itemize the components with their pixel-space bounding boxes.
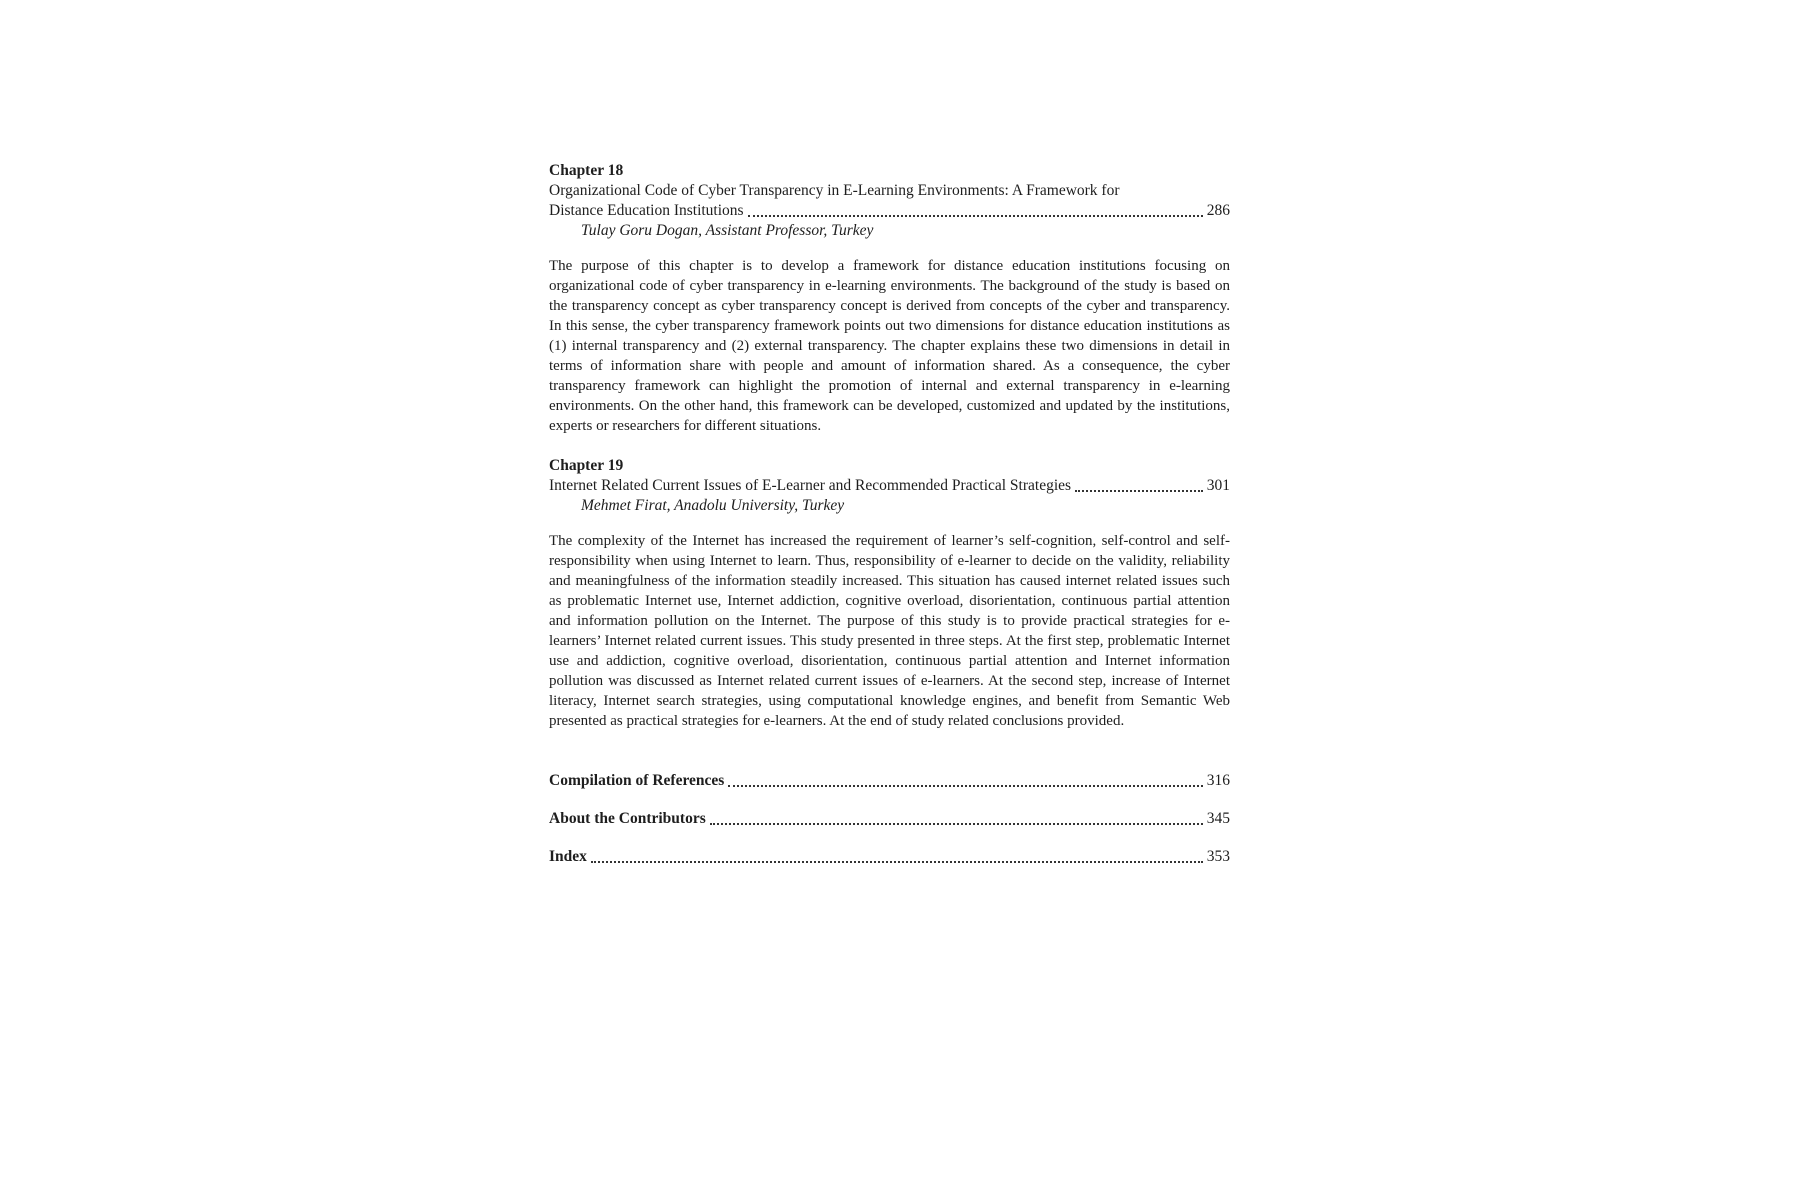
dotted-leader	[1075, 476, 1203, 496]
chapter-18-page-number: 286	[1206, 202, 1230, 219]
chapter-19-abstract: The complexity of the Internet has increased the requirement of learner’s self-cognition, self-control and self-responsibility when using Internet to learn. Thus, responsibility of e-learner to decide on the validity, reliability and meaningfulness of the information steadily increased. This situation has caused internet related issues such as problematic Internet use, Internet addiction, cognitive overload, disorientation, continuous partial attention and information pollution on the Internet. The purpose of this study is to provide practical strategies for e-learners’ Internet related current issues. This study presented in three steps. At the first step, problematic Internet use and addiction, cognitive overload, disorientation, continuous partial attention and Internet information pollution was discussed as Internet related current issues of e-learners. At the second step, increase of Internet literacy, Internet search strategies, using computational knowledge engines, and benefit from Semantic Web presented as practical strategies for e-learners. At the end of study related conclusions provided.	[549, 533, 1230, 729]
dotted-leader	[710, 809, 1203, 829]
index-page-number: 353	[1206, 848, 1230, 865]
back-matter-row-contributors	[549, 809, 1230, 829]
chapter-19-page-number: 301	[1206, 477, 1230, 494]
chapter-18-title-row	[549, 201, 1230, 221]
chapter-19-title-line-1: Internet Related Current Issues of E-Learner and Recommended Practical Strategies	[549, 477, 1072, 494]
chapter-19-title-row	[549, 476, 1230, 496]
chapter-19-author: Mehmet Firat, Anadolu University, Turkey	[581, 497, 845, 514]
chapter-18-abstract: The purpose of this chapter is to develop a framework for distance education institutions focusing on organizational code of cyber transparency in e-learning environments. The background of the study is based on the transparency concept as cyber transparency concept is derived from concepts of the cyber and transparency. In this sense, the cyber transparency framework points out two dimensions for distance education institutions as (1) internal transparency and (2) external transparency. The chapter explains these two dimensions in detail in terms of information share with people and amount of information shared. As a consequence, the cyber transparency framework can highlight the promotion of internal and external transparency in e-learning environments. On the other hand, this framework can be developed, customized and updated by the institutions, experts or researchers for different situations.	[549, 258, 1230, 434]
dotted-leader	[728, 771, 1202, 791]
contributors-page-number: 345	[1206, 810, 1230, 827]
chapter-19-heading: Chapter 19	[549, 457, 624, 474]
chapter-19-entry	[549, 456, 1230, 731]
back-matter-row-references	[549, 771, 1230, 791]
toc-content	[549, 161, 1230, 867]
chapter-18-title-line-1: Organizational Code of Cyber Transparency in E-Learning Environments: A Framework for	[549, 182, 1120, 199]
chapter-18-heading: Chapter 18	[549, 162, 624, 179]
chapter-18-entry	[549, 161, 1230, 436]
back-matter-row-index	[549, 847, 1230, 867]
references-label: Compilation of References	[549, 772, 725, 789]
references-page-number: 316	[1206, 772, 1230, 789]
back-matter-section	[549, 771, 1230, 867]
dotted-leader	[591, 847, 1203, 867]
contributors-label: About the Contributors	[549, 810, 706, 827]
dotted-leader	[748, 201, 1203, 221]
chapter-18-author: Tulay Goru Dogan, Assistant Professor, Turkey	[581, 222, 874, 239]
index-label: Index	[549, 848, 587, 865]
chapter-18-title-line-2: Distance Education Institutions	[549, 202, 744, 219]
